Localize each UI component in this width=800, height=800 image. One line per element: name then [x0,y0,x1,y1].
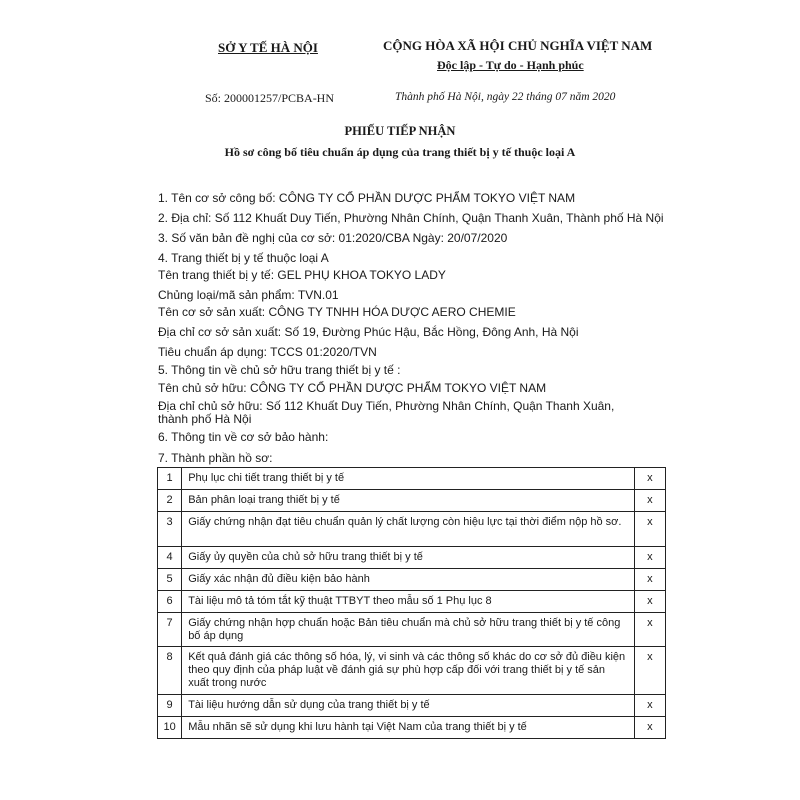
manufacturer-name: Tên cơ sở sản xuất: CÔNG TY TNHH HÓA DƯỢC AERO CHEMIE [158,305,516,319]
row-check-mark: x [634,490,665,512]
applied-standard: Tiêu chuẩn áp dụng: TCCS 01:2020/TVN [158,345,377,359]
row-description: Giấy xác nhận đủ điều kiện bảo hành [182,569,635,591]
device-name: Tên trang thiết bị y tế: GEL PHỤ KHOA TOKYO LADY [158,268,446,282]
table-row [158,613,666,647]
row-description: Bản phân loại trang thiết bị y tế [182,490,635,512]
row-number: 10 [158,717,182,739]
row-check-mark: x [634,591,665,613]
national-motto: Độc lập - Tự do - Hạnh phúc [437,58,584,72]
table-row [158,490,666,512]
row-number: 3 [158,512,182,547]
row-check-mark: x [634,468,665,490]
national-title: CỘNG HÒA XÃ HỘI CHỦ NGHĨA VIỆT NAM [383,38,653,53]
row-description: Tài liệu hướng dẫn sử dụng của trang thiết bị y tế [182,695,635,717]
row-check-mark: x [634,613,665,647]
table-row [158,468,666,490]
item-4-heading: 4. Trang thiết bị y tế thuộc loại A [158,251,329,265]
table-row [158,569,666,591]
item-7-heading: 7. Thành phần hồ sơ: [158,451,273,465]
item-3-request-number: 3. Số văn bản đề nghị của cơ sở: 01:2020/CBA Ngày: 20/07/2020 [158,231,508,245]
row-check-mark: x [634,512,665,547]
row-check-mark: x [634,647,665,695]
owner-name: Tên chủ sở hữu: CÔNG TY CỔ PHẦN DƯỢC PHẨM TOKYO VIỆT NAM [158,381,547,395]
place-date: Thành phố Hà Nội, ngày 22 tháng 07 năm 2020 [395,91,616,103]
row-description: Giấy chứng nhận hợp chuẩn hoặc Bản tiêu chuẩn mà chủ sở hữu trang thiết bị y tế công bố áp dụng [182,613,635,647]
table-row [158,717,666,739]
row-check-mark: x [634,547,665,569]
document-number: Số: 200001257/PCBA-HN [205,91,335,105]
device-type-code: Chủng loại/mã sản phẩm: TVN.01 [158,288,339,302]
item-1-publisher: 1. Tên cơ sở công bố: CÔNG TY CỔ PHẦN DƯỢC PHẨM TOKYO VIỆT NAM [158,191,576,205]
row-description: Mẫu nhãn sẽ sử dụng khi lưu hành tại Việt Nam của trang thiết bị y tế [182,717,635,739]
table-row [158,591,666,613]
row-check-mark: x [634,569,665,591]
table-row [158,647,666,695]
row-number: 5 [158,569,182,591]
row-description: Tài liệu mô tả tóm tắt kỹ thuật TTBYT theo mẫu số 1 Phụ lục 8 [182,591,635,613]
table-row [158,695,666,717]
owner-address: Địa chỉ chủ sở hữu: Số 112 Khuất Duy Tiến, Phường Nhân Chính, Quận Thanh Xuân, thành phố Hà Nội [158,399,615,426]
row-number: 9 [158,695,182,717]
row-number: 4 [158,547,182,569]
row-description: Giấy ủy quyền của chủ sở hữu trang thiết bị y tế [182,547,635,569]
table-row [158,512,666,547]
row-check-mark: x [634,695,665,717]
document-title: PHIẾU TIẾP NHẬN [344,124,456,138]
item-6-heading: 6. Thông tin về cơ sở bảo hành: [158,430,329,444]
row-number: 1 [158,468,182,490]
table-row [158,547,666,569]
row-number: 7 [158,613,182,647]
components-table [157,467,666,739]
row-number: 6 [158,591,182,613]
row-number: 2 [158,490,182,512]
row-description: Kết quả đánh giá các thông số hóa, lý, vi sinh và các thông số khác do cơ sở đủ điều kiện theo quy định của pháp luật về đánh giá sự phù hợp cấp đối với trang thiết bị y tế sản xuất trong nước [182,647,635,695]
row-description: Giấy chứng nhận đạt tiêu chuẩn quản lý chất lượng còn hiệu lực tại thời điểm nộp hồ sơ. [182,512,635,547]
item-2-address: 2. Địa chỉ: Số 112 Khuất Duy Tiến, Phường Nhân Chính, Quận Thanh Xuân, Thành phố Hà Nội [158,211,664,225]
row-number: 8 [158,647,182,695]
item-5-heading: 5. Thông tin về chủ sở hữu trang thiết bị y tế : [158,363,401,377]
row-check-mark: x [634,717,665,739]
issuing-agency: SỞ Y TẾ HÀ NỘI [218,40,318,55]
row-description: Phụ lục chi tiết trang thiết bị y tế [182,468,635,490]
manufacturer-address: Địa chỉ cơ sở sản xuất: Số 19, Đường Phúc Hậu, Bắc Hồng, Đông Anh, Hà Nội [158,325,579,339]
document-subtitle: Hồ sơ công bố tiêu chuẩn áp dụng của trang thiết bị y tế thuộc loại A [224,145,576,159]
